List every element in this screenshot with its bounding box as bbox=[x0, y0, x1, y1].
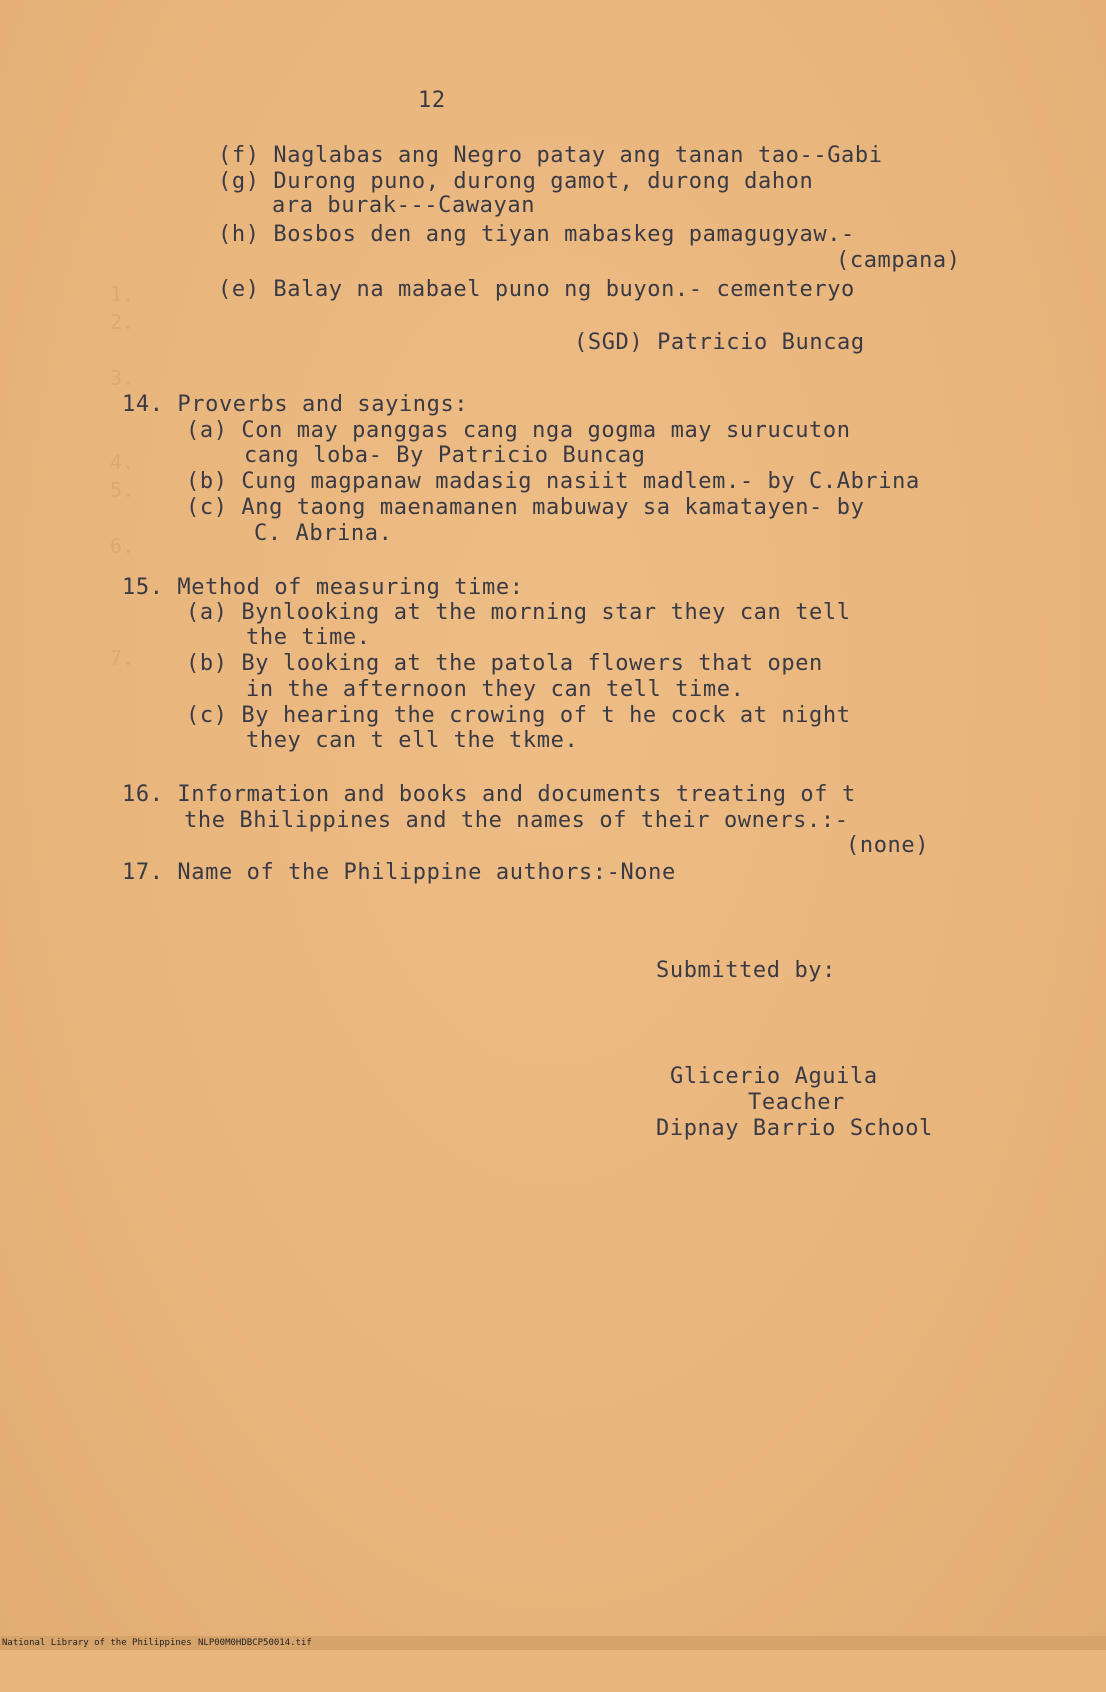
time-method-c-continued: they can t ell the tkme. bbox=[246, 728, 579, 753]
time-method-c bbox=[186, 703, 851, 729]
item-text: Bynlooking at the morning star they can tell bbox=[241, 600, 851, 625]
section-number: 16. bbox=[122, 782, 164, 807]
proverb-c-continued: C. Abrina. bbox=[254, 521, 393, 546]
section-17 bbox=[122, 860, 676, 886]
section-16-line-2: the Bhilippines and the names of their owners.:- bbox=[184, 808, 849, 833]
item-label: (a) bbox=[186, 418, 228, 443]
time-method-a-continued: the time. bbox=[246, 625, 371, 650]
section-number: 14. bbox=[122, 392, 164, 417]
riddles-signature: (SGD) Patricio Buncag bbox=[574, 330, 865, 355]
riddle-h bbox=[218, 222, 855, 248]
section-14-heading bbox=[122, 392, 468, 418]
item-text: By looking at the patola flowers that open bbox=[241, 651, 823, 676]
footer-file-id: NLP00M0HDBCP50014.tif bbox=[198, 1638, 312, 1648]
section-15-heading bbox=[122, 575, 524, 601]
riddle-text: Balay na mabael puno ng buyon.- cementeryo bbox=[273, 277, 855, 302]
riddle-text: Durong puno, durong gamot, durong dahon bbox=[273, 169, 814, 194]
bleed-through-text: 1. 2. 3. 4. 5. 6. 7. bbox=[110, 282, 135, 670]
section-16-line-1 bbox=[122, 782, 856, 808]
riddle-g bbox=[218, 169, 813, 195]
section-text: Information and books and documents treating of t bbox=[177, 782, 856, 807]
riddle-g-continued: ara burak---Cawayan bbox=[272, 193, 536, 218]
riddle-label: (f) bbox=[218, 143, 260, 168]
submitted-by: Submitted by: bbox=[656, 958, 836, 983]
riddle-label: (h) bbox=[218, 222, 260, 247]
section-text: Name of the Philippine authors:-None bbox=[177, 860, 676, 885]
footer-library: National Library of the Philippines bbox=[2, 1638, 192, 1648]
page-number: 12 bbox=[418, 88, 446, 113]
riddle-f bbox=[218, 143, 883, 169]
time-method-b-continued: in the afternoon they can tell time. bbox=[246, 677, 745, 702]
item-text: Ang taong maenamanen mabuway sa kamatayen- by bbox=[241, 495, 865, 520]
time-method-b bbox=[186, 651, 823, 677]
proverb-c bbox=[186, 495, 864, 521]
proverb-a-continued: cang loba- By Patricio Buncag bbox=[244, 443, 646, 468]
item-label: (a) bbox=[186, 600, 228, 625]
riddle-label: (e) bbox=[218, 277, 260, 302]
proverb-a bbox=[186, 418, 851, 444]
time-method-a bbox=[186, 600, 851, 626]
section-number: 17. bbox=[122, 860, 164, 885]
item-label: (c) bbox=[186, 703, 228, 728]
section-title: Proverbs and sayings: bbox=[177, 392, 469, 417]
signatory-school: Dipnay Barrio School bbox=[656, 1116, 933, 1141]
riddle-e bbox=[218, 277, 855, 303]
item-text: By hearing the crowing of t he cock at night bbox=[241, 703, 851, 728]
signatory-name: Glicerio Aguila bbox=[670, 1064, 878, 1089]
riddle-text: Naglabas ang Negro patay ang tanan tao--Gabi bbox=[273, 143, 883, 168]
section-number: 15. bbox=[122, 575, 164, 600]
archive-footer bbox=[0, 1636, 1106, 1650]
item-text: Con may panggas cang nga gogma may surucuton bbox=[241, 418, 851, 443]
item-label: (b) bbox=[186, 651, 228, 676]
item-label: (c) bbox=[186, 495, 228, 520]
proverb-b bbox=[186, 469, 920, 495]
section-title: Method of measuring time: bbox=[177, 575, 524, 600]
riddle-label: (g) bbox=[218, 169, 260, 194]
riddle-text: Bosbos den ang tiyan mabaskeg pamagugyaw.- bbox=[273, 222, 855, 247]
item-label: (b) bbox=[186, 469, 228, 494]
item-text: Cung magpanaw madasig nasiit madlem.- by C.Abrina bbox=[241, 469, 920, 494]
signatory-role: Teacher bbox=[748, 1090, 845, 1115]
section-16-line-3: (none) bbox=[846, 833, 930, 858]
riddle-h-answer: (campana) bbox=[836, 248, 961, 273]
